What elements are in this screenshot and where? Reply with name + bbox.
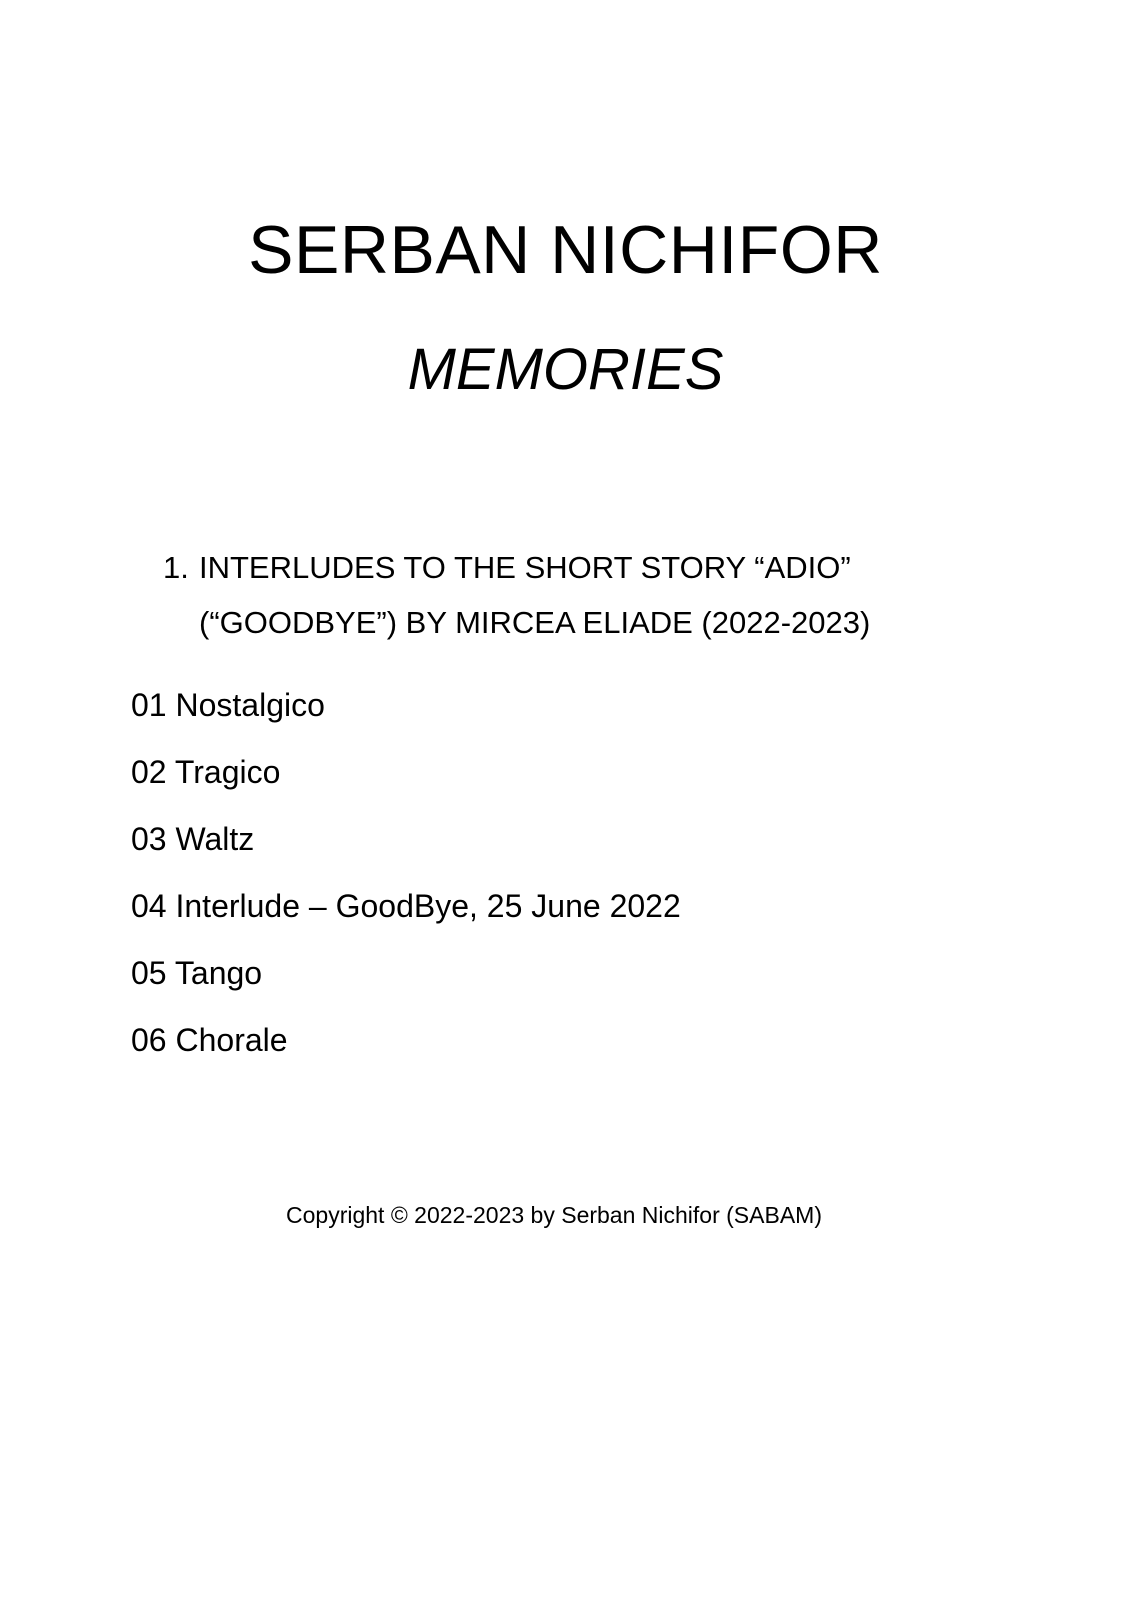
track-item: 06 Chorale (131, 1022, 288, 1058)
composer-name: SERBAN NICHIFOR (248, 212, 883, 288)
section-number: 1. (163, 550, 189, 585)
track-list (131, 685, 681, 1087)
track-item: 04 Interlude – GoodBye, 25 June 2022 (131, 888, 681, 924)
track-item: 03 Waltz (131, 821, 255, 857)
copyright-notice: Copyright © 2022-2023 by Serban Nichifor (SABAM) (286, 1202, 822, 1228)
track-item: 05 Tango (131, 955, 263, 991)
work-title: MEMORIES (407, 337, 724, 402)
section-title-line2: (“GOODBYE”) BY MIRCEA ELIADE (2022-2023) (199, 605, 871, 640)
track-item: 01 Nostalgico (131, 687, 325, 723)
track-item: 02 Tragico (131, 754, 281, 790)
section-title-line1: INTERLUDES TO THE SHORT STORY “ADIO” (199, 550, 851, 585)
section-heading (163, 540, 1023, 650)
